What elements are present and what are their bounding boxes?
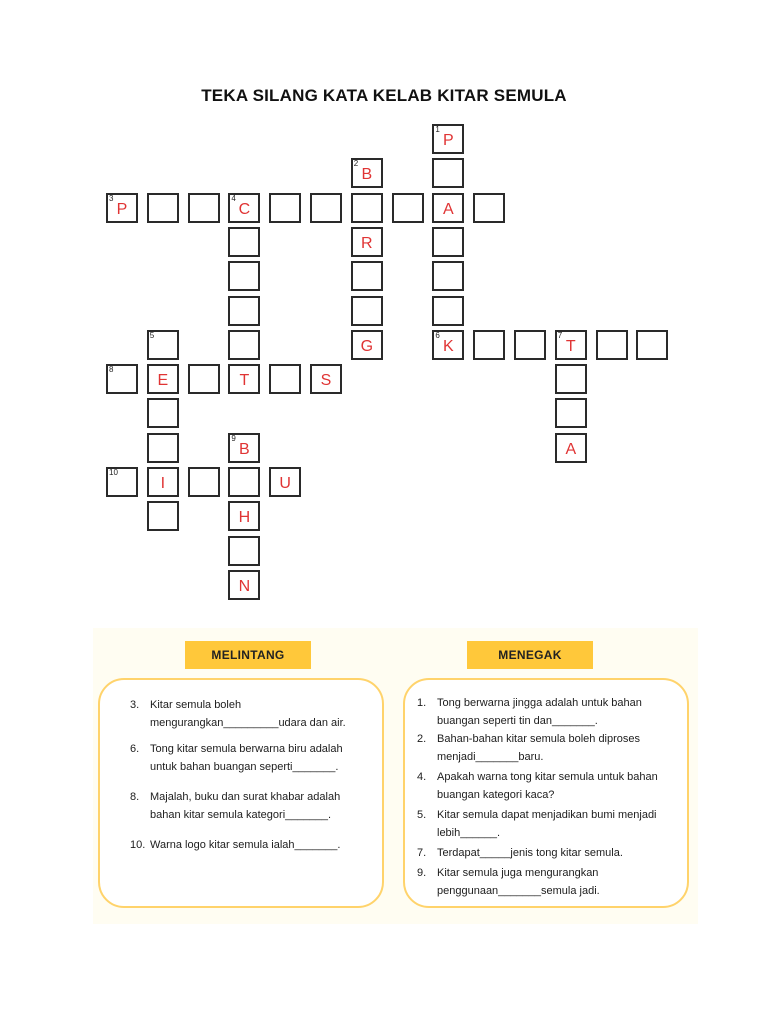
clue-number: 6.: [130, 743, 140, 755]
crossword-cell[interactable]: [269, 193, 301, 223]
crossword-cell[interactable]: [351, 193, 383, 223]
crossword-cell[interactable]: [555, 364, 587, 394]
cell-letter: K: [443, 337, 454, 355]
clue-text: Terdapat_____jenis tong kitar semula.: [437, 847, 623, 859]
crossword-cell[interactable]: [269, 364, 301, 394]
cell-letter: I: [160, 475, 166, 492]
cell-letter: U: [279, 475, 291, 492]
cell-letter: T: [239, 372, 250, 390]
crossword-cell[interactable]: [147, 330, 179, 360]
clue-7: [417, 844, 623, 862]
crossword-cell[interactable]: [432, 193, 464, 223]
crossword-cell[interactable]: [310, 193, 342, 223]
clue-2: [417, 730, 640, 766]
crossword-cell[interactable]: [228, 330, 260, 360]
crossword-cell[interactable]: [106, 364, 138, 394]
clue-text: bahan kitar semula kategori_______.: [150, 809, 332, 821]
crossword-cell[interactable]: [555, 330, 587, 360]
crossword-cell[interactable]: [228, 227, 260, 257]
clue-1: [417, 694, 642, 730]
cell-letter: H: [238, 509, 251, 527]
crossword-cell[interactable]: [147, 193, 179, 223]
clue-text: Tong berwarna jingga adalah untuk bahan: [437, 697, 642, 709]
clue-3: [130, 696, 346, 732]
clue-9: [417, 864, 600, 900]
crossword-cell[interactable]: [432, 227, 464, 257]
clue-number-label: 10: [109, 468, 118, 477]
cell-letter: N: [238, 577, 251, 595]
crossword-cell[interactable]: [147, 398, 179, 428]
clue-number-label: 8: [109, 365, 114, 375]
clue-number-label: 6: [435, 330, 440, 340]
crossword-cell[interactable]: [351, 330, 383, 360]
clue-text: Kitar semula boleh: [150, 699, 242, 711]
crossword-cell[interactable]: [106, 467, 138, 497]
clue-text: Kitar semula juga mengurangkan: [437, 867, 599, 879]
crossword-cell[interactable]: [473, 193, 505, 223]
crossword-cell[interactable]: [147, 433, 179, 463]
crossword-cell[interactable]: [351, 261, 383, 291]
cell-letter: C: [238, 200, 251, 218]
crossword-cell[interactable]: [432, 330, 464, 360]
clue-number: 3.: [130, 699, 140, 711]
clue-text: Warna logo kitar semula ialah_______.: [150, 839, 341, 851]
melintang-clue-box: [98, 678, 384, 908]
cell-letter: P: [116, 200, 128, 218]
crossword-cell[interactable]: [147, 364, 179, 394]
crossword-cell[interactable]: [228, 261, 260, 291]
crossword-cell[interactable]: [228, 501, 260, 531]
crossword-cell[interactable]: [432, 158, 464, 188]
clue-text: buangan seperti tin dan_______.: [437, 715, 598, 727]
crossword-cell[interactable]: [596, 330, 628, 360]
crossword-cell[interactable]: [106, 193, 138, 223]
clue-text: buangan kategori kaca?: [437, 789, 555, 801]
page-title: TEKA SILANG KATA KELAB KITAR SEMULA: [201, 86, 567, 105]
clue-5: [417, 806, 657, 842]
crossword-cell[interactable]: [188, 467, 220, 497]
clue-number: 10.: [130, 839, 146, 851]
clue-8: [130, 788, 340, 824]
melintang-header: MELINTANG: [185, 641, 311, 669]
clue-number: 4.: [417, 771, 427, 783]
clue-text: Bahan-bahan kitar semula boleh diproses: [437, 733, 641, 745]
crossword-cell[interactable]: [228, 364, 260, 394]
clue-number: 7.: [417, 847, 427, 859]
clue-text: lebih______.: [437, 827, 501, 839]
cell-letter: E: [157, 372, 169, 390]
clue-text: mengurangkan_________udara dan air.: [150, 717, 346, 729]
menegak-header: MENEGAK: [467, 641, 593, 669]
clue-text: menjadi_______baru.: [437, 751, 544, 763]
crossword-cell[interactable]: [188, 193, 220, 223]
clue-10: [130, 836, 340, 854]
crossword-cell[interactable]: [228, 433, 260, 463]
crossword-cell[interactable]: [310, 364, 342, 394]
cell-letter: R: [361, 234, 373, 252]
crossword-cell[interactable]: [432, 124, 464, 154]
clue-number: 2.: [417, 733, 427, 745]
crossword-cell[interactable]: [228, 570, 260, 600]
crossword-cell[interactable]: [188, 364, 220, 394]
crossword-cell[interactable]: [228, 193, 260, 223]
cell-letter: G: [360, 337, 374, 355]
clue-number-label: 9: [231, 433, 236, 443]
clue-number: 5.: [417, 809, 427, 821]
clue-number-label: 3: [109, 193, 114, 203]
cell-letter: A: [443, 200, 454, 218]
crossword-cell[interactable]: [555, 433, 587, 463]
crossword-cell[interactable]: [147, 501, 179, 531]
clue-number-label: 4: [231, 193, 236, 203]
crossword-cell[interactable]: [473, 330, 505, 360]
clue-number-label: 5: [149, 330, 155, 340]
cell-letter: A: [565, 440, 577, 458]
clue-number: 1.: [417, 697, 427, 709]
crossword-cell[interactable]: [555, 398, 587, 428]
clue-4: [417, 768, 658, 804]
crossword-cell[interactable]: [147, 467, 179, 497]
clue-number-label: 2: [353, 159, 359, 169]
clues-panel: [93, 628, 698, 924]
crossword-cell[interactable]: [432, 261, 464, 291]
clue-text: Kitar semula dapat menjadikan bumi menjadi: [437, 809, 657, 821]
crossword-cell[interactable]: [432, 296, 464, 326]
cell-letter: T: [565, 337, 576, 355]
crossword-cell[interactable]: [228, 536, 260, 566]
crossword-cell[interactable]: [351, 158, 383, 188]
clue-6: [130, 740, 343, 776]
cell-letter: P: [443, 132, 454, 149]
crossword-cell[interactable]: [351, 296, 383, 326]
crossword-cell[interactable]: [228, 296, 260, 326]
crossword-cell[interactable]: [269, 467, 301, 497]
clue-number: 8.: [130, 791, 140, 803]
clue-text: Majalah, buku dan surat khabar adalah: [150, 791, 341, 803]
menegak-clue-box: [403, 678, 689, 908]
crossword-cell[interactable]: [228, 467, 260, 497]
crossword-cell[interactable]: [351, 227, 383, 257]
clue-text: untuk bahan buangan seperti_______.: [150, 761, 339, 773]
clue-number-label: 7: [557, 330, 563, 340]
crossword-cell[interactable]: [392, 193, 424, 223]
clue-text: Tong kitar semula berwarna biru adalah: [150, 743, 343, 755]
clue-text: penggunaan_______semula jadi.: [437, 885, 600, 897]
cell-letter: S: [320, 372, 332, 390]
cell-letter: B: [361, 166, 373, 184]
cell-letter: B: [239, 440, 250, 458]
clue-number-label: 1: [435, 125, 440, 134]
clue-text: Apakah warna tong kitar semula untuk bahan: [437, 771, 658, 783]
crossword-cell[interactable]: [514, 330, 546, 360]
clue-number: 9.: [417, 867, 427, 879]
crossword-cell[interactable]: [636, 330, 668, 360]
